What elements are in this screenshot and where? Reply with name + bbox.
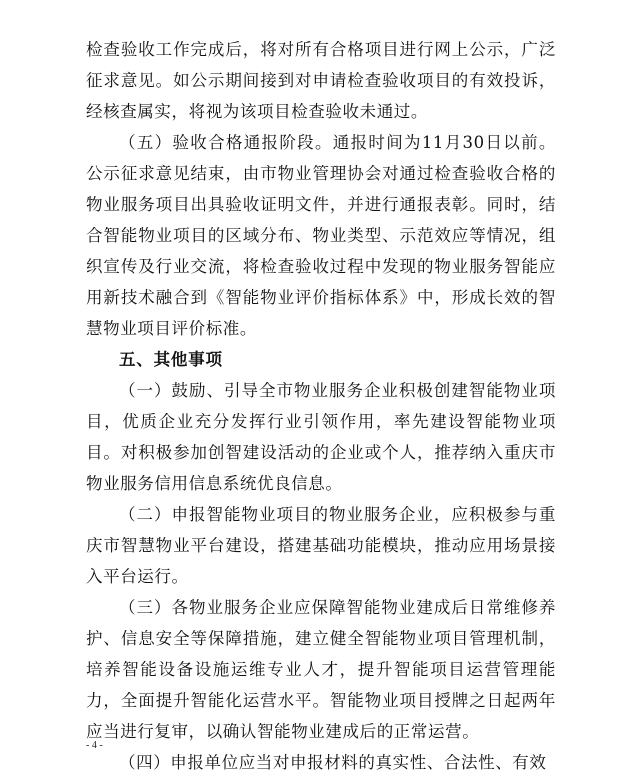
document-body <box>86 34 556 778</box>
item-four-paragraph: （四）申报单位应当对申报材料的真实性、合法性、有效 <box>119 753 547 772</box>
item-two-paragraph: （二）申报智能物业项目的物业服务企业，应积极参与重庆市智慧物业平台建设，搭建基础功能模块，推动应用场景接入平台运行。 <box>86 505 556 586</box>
item-three-paragraph: （三）各物业服务企业应保障智能物业建成后日常维修养护、信息安全等保障措施，建立健全智能物业项目管理机制，培养智能设备设施运维专业人才，提升智能项目运营管理能力，全面提升智能化运营水平。智能物业项目授牌之日起两年应当进行复审，以确认智能物业建成后的正常运营。 <box>86 598 556 741</box>
continued-paragraph: 检查验收工作完成后，将对所有合格项目进行网上公示，广泛征求意见。如公示期间接到对申请检查验收项目的有效投诉，经核查属实，将视为该项目检查验收未通过。 <box>86 40 556 121</box>
item-one-paragraph: （一）鼓励、引导全市物业服务企业积极创建智能物业项目，优质企业充分发挥行业引领作用，率先建设智能物业项目。对积极参加创智建设活动的企业或个人，推荐纳入重庆市物业服务信用信息系统优良信息。 <box>86 381 556 493</box>
section-heading: 五、其他事项 <box>119 350 223 369</box>
page-number: - 4 - <box>86 740 103 751</box>
section-five-paragraph: （五）验收合格通报阶段。通报时间为11月30日以前。公示征求意见结束，由市物业管理协会对通过检查验收合格的物业服务项目出具验收证明文件，并进行通报表彰。同时，结合智能物业项目的区域分布、物业类型、示范效应等情况，组织宣传及行业交流，将检查验收过程中发现的物业服务智能应用新技术融合到《智能物业评价指标体系》中，形成长效的智慧物业项目评价标准。 <box>86 133 556 338</box>
